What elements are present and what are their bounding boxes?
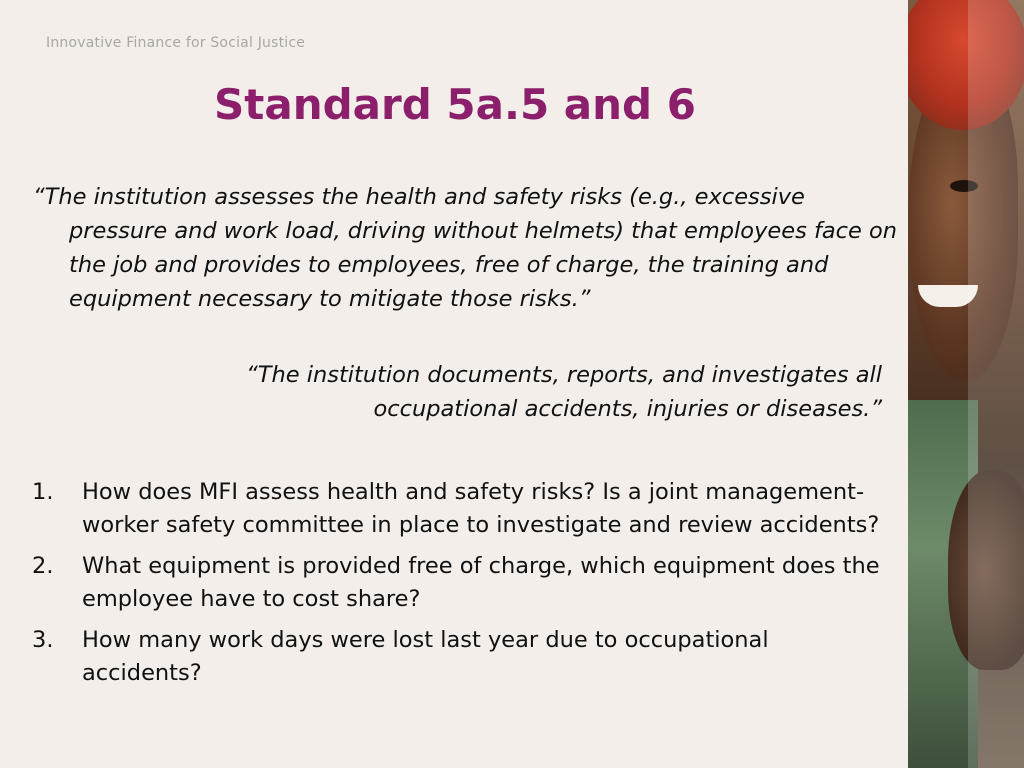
quote-health-safety-risks: “The institution assesses the health and safety risks (e.g., excessive pressure and work load, driving without helmets) that employees face on the job and provides to employees, free of charge, the training and equipment necessary to mitigate those risks.” [33,184,898,312]
photo-smiling-woman-icon [908,0,1024,768]
list-item-text: What equipment is provided free of charge, which equipment does the employee have to cost share? [82,553,880,612]
list-item [32,476,882,542]
list-item-number: 1. [32,479,54,505]
list-item [32,550,882,616]
photo-overlay-strip [968,0,1024,768]
list-item-number: 3. [32,627,54,653]
list-item [32,624,882,690]
header-tagline: Innovative Finance for Social Justice [46,35,306,51]
slide-title: Standard 5a.5 and 6 [214,80,696,129]
list-item-number: 2. [32,553,54,579]
quote-accident-reporting: “The institution documents, reports, and investigates all occupational accidents, injuries or diseases.” [246,362,882,422]
list-item-text: How does MFI assess health and safety risks? Is a joint management-worker safety committee in place to investigate and review accidents? [82,479,880,538]
question-list [32,476,882,698]
list-item-text: How many work days were lost last year due to occupational accidents? [82,627,769,686]
